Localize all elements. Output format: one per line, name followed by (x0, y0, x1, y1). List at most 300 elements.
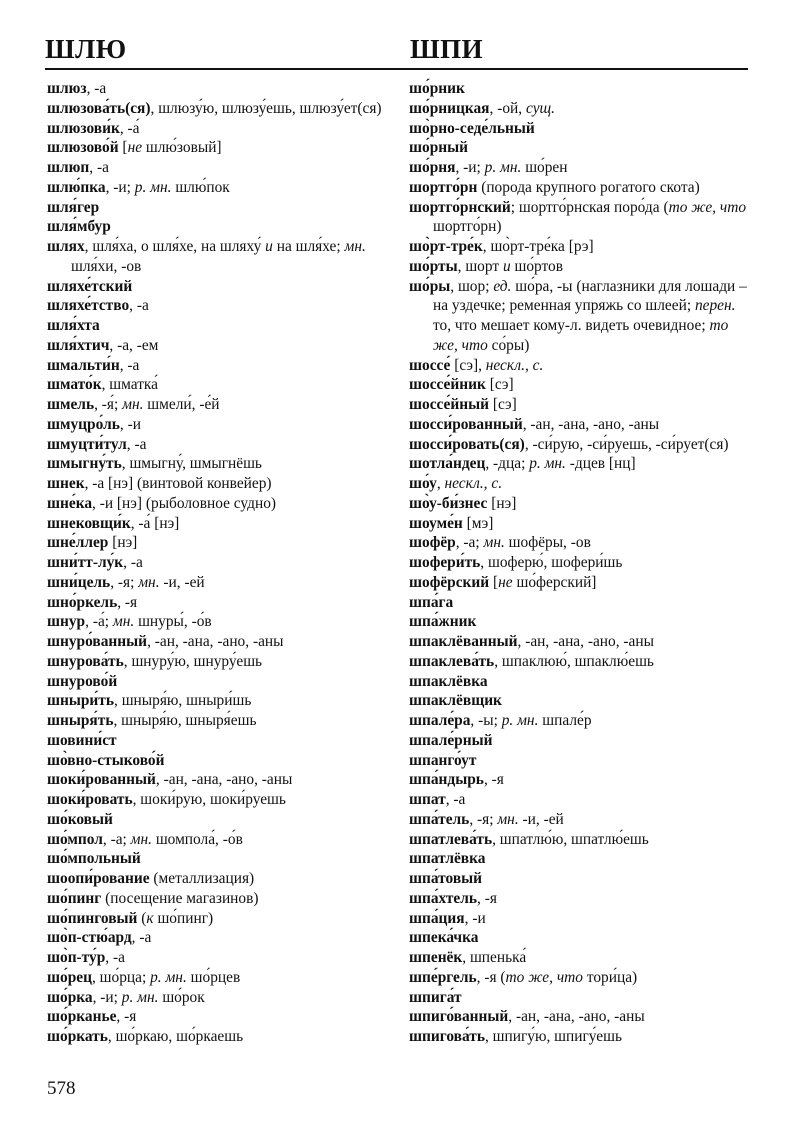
headword: шо́рный (409, 139, 468, 157)
entry-text: [нэ] (108, 534, 138, 552)
headword: шоуме́н (409, 514, 463, 532)
headword: шлюзови́к (47, 119, 120, 137)
headword: шпа́товый (409, 870, 483, 887)
entry-text: на шля́хе; (272, 238, 345, 255)
headword: шни́цель (47, 573, 111, 591)
entry-text: [мэ] (462, 514, 494, 532)
dictionary-entry (409, 632, 754, 652)
dictionary-entry (409, 573, 754, 593)
dictionary-entry (47, 573, 402, 593)
dictionary-entry (409, 277, 754, 356)
dictionary-entry (47, 928, 402, 948)
headword: шпанго́ут (409, 751, 477, 769)
entry-text: , -а [нэ] (винтовой конвейер) (84, 475, 272, 492)
entry-text: , -ан, -ана, -ано, -аны (508, 1008, 645, 1026)
entry-text: (металлизация) (149, 870, 255, 887)
entry-text: шо́ртов (510, 257, 564, 275)
grammar-note: перен. (694, 297, 736, 315)
grammar-note: и (265, 238, 273, 255)
headword: шпат (409, 791, 446, 808)
entry-text: , -а (129, 297, 149, 315)
headword: шоки́рованный (47, 771, 156, 789)
dictionary-entry (409, 237, 754, 257)
entry-text: , -я (477, 889, 497, 907)
headword: шпа́ция (409, 909, 465, 927)
grammar-note: мн. (130, 830, 152, 848)
headword: шпенёк (409, 949, 463, 966)
dictionary-entry (409, 553, 754, 573)
entry-text: , шо́ркаю, шо́ркаешь (107, 1028, 244, 1045)
entry-text: шомпола́, -о́в (151, 830, 243, 848)
dictionary-entry (47, 99, 402, 119)
headword: шо́у (409, 475, 437, 492)
dictionary-entry (409, 494, 754, 514)
entry-text: , -а, -ем (109, 336, 159, 354)
dictionary-entry (409, 375, 754, 395)
headword: шо̀у-би́знес (409, 494, 488, 512)
grammar-note: р. мн. (150, 968, 187, 986)
entry-text: , -а (126, 435, 147, 453)
entry-text: , шмыгну́, шмыгнёшь (121, 455, 262, 473)
entry-text: то, что мешает кому-л. видеть очевидное; (433, 317, 710, 334)
entry-text: , -а́ [нэ] (130, 514, 180, 532)
entry-text: , -и [нэ] (рыболовное судно) (92, 494, 277, 512)
dictionary-entry (47, 119, 402, 139)
headword: шо̀рт-тре́к (409, 238, 483, 255)
entry-text: , -и (119, 415, 141, 433)
grammar-note: мн. (122, 396, 144, 413)
dictionary-entry (409, 928, 754, 948)
dictionary-entry (409, 948, 754, 968)
dictionary-entry (47, 830, 402, 850)
dictionary-entry (409, 79, 754, 99)
headword: шпале́рный (409, 731, 493, 749)
headword: шо̀п-ту́р (47, 949, 106, 966)
dictionary-entry (47, 395, 402, 415)
headword: шпатлёвка (409, 850, 486, 868)
dictionary-entry (409, 356, 754, 376)
dictionary-entry (47, 652, 402, 672)
headword: шля́гер (47, 198, 100, 216)
headword: шо́рницкая (409, 99, 490, 117)
headword: шля́хта (47, 317, 100, 334)
entry-text: , -и; (455, 159, 485, 176)
dictionary-entry (409, 138, 754, 158)
entry-text: шмели́, -е́й (143, 396, 220, 413)
headword: шпа́га (409, 593, 454, 611)
entry-text: , шо̀рт-тре́ка [рэ] (482, 238, 594, 255)
headword: шнековщи́к (47, 514, 131, 532)
dictionary-entry (409, 751, 754, 771)
dictionary-entry (47, 138, 402, 158)
dictionary-entry (47, 553, 402, 573)
dictionary-entry (47, 533, 402, 553)
grammar-note: и (502, 257, 511, 275)
dictionary-entry (409, 691, 754, 711)
dictionary-entry (47, 889, 402, 909)
entry-text: , шнуру́ю, шнуру́ешь (123, 652, 263, 670)
dictionary-entry (47, 375, 402, 395)
headword: шосси́рованный (409, 415, 523, 433)
dictionary-entry (409, 810, 754, 830)
headword: шо́рня (409, 159, 456, 176)
headword: шпаклёвщик (409, 692, 502, 710)
entry-text: , -я (117, 593, 138, 611)
headword: шмель (47, 396, 95, 413)
entry-text: [сэ] (489, 396, 517, 413)
right-column (409, 79, 754, 1047)
entry-text: , -а (123, 554, 143, 571)
dictionary-entry (409, 770, 754, 790)
entry-text: , шпатлю́ю, шпатлю́ешь (492, 830, 649, 848)
dictionary-entry (47, 158, 402, 178)
headword: шо̀вно-стыково́й (47, 751, 165, 769)
entry-text: , -я ( (476, 968, 506, 986)
dictionary-entry (47, 217, 402, 237)
dictionary-entry (47, 454, 402, 474)
entry-text: , -я; (110, 573, 139, 591)
entry-text: тори́ца) (582, 968, 638, 986)
entry-text: шнуры́, -о́в (134, 613, 212, 631)
entry-text: -дцев [нц] (565, 455, 636, 473)
entry-text: шлю́пок (171, 178, 230, 196)
entry-text: , шпигу́ю, шпигу́ешь (484, 1028, 623, 1045)
headword: шовини́ст (47, 731, 117, 749)
dictionary-entry (47, 494, 402, 514)
grammar-note: мн. (112, 613, 135, 631)
header-rule (45, 68, 748, 70)
headword: шпаклёванный (409, 633, 518, 650)
headword: шне́ка (47, 494, 93, 512)
dictionary-entry (47, 909, 402, 929)
entry-text: , -си́рую, -си́руешь, -си́рует(ся) (524, 435, 729, 453)
grammar-note: р. мн. (501, 712, 539, 729)
headword: шо́ры (409, 277, 451, 295)
headword: шля́хтич (47, 336, 110, 354)
dictionary-entry (47, 632, 402, 652)
headword: шоопи́рование (47, 870, 150, 887)
grammar-note: нескл., с. (444, 475, 503, 492)
entry-text: шо́ра, -ы (наглазники для лошади – на уздечке; ременная упряжь со шлеей; (433, 277, 747, 315)
headword: шофёр (409, 534, 456, 552)
headword: шнур (47, 613, 86, 631)
dictionary-entry (409, 790, 754, 810)
headword: шоссе́йник (409, 376, 486, 394)
entry-text: , -я (483, 771, 504, 789)
dictionary-entry (409, 119, 754, 139)
headword: шмыгну́ть (47, 455, 122, 473)
dictionary-entry (47, 731, 402, 751)
dictionary-entry (47, 316, 402, 336)
dictionary-entry (409, 849, 754, 869)
entry-text: , -а́; (85, 613, 113, 631)
entry-text: [сэ], (450, 356, 486, 374)
entry-text: , -ан, -ана, -ано, -аны (147, 633, 284, 650)
headword: шнуро́ванный (47, 633, 148, 650)
entry-text: -и, -ей (518, 810, 564, 828)
dictionary-entry (47, 198, 402, 218)
headword: шпаклева́ть (409, 652, 495, 670)
entry-text: , -и; (105, 178, 135, 196)
entry-text: шо́пинг) (153, 909, 214, 927)
entry-text: , -дца; (485, 455, 530, 473)
dictionary-entry (47, 474, 402, 494)
dictionary-entry (409, 889, 754, 909)
running-head-left: ШЛЮ (45, 34, 127, 64)
entry-text: , -а (105, 949, 125, 966)
dictionary-entry (47, 790, 402, 810)
headword: шни́тт-лу́к (47, 554, 124, 571)
page-number: 578 (47, 1078, 76, 1099)
grammar-note: не (498, 573, 513, 591)
dictionary-entry (409, 395, 754, 415)
headword: шо́ковый (47, 810, 113, 828)
dictionary-entry (47, 968, 402, 988)
headword: шо́рка (47, 988, 93, 1006)
dictionary-entry (409, 99, 754, 119)
headword: шо́мпольный (47, 850, 141, 868)
dictionary-entry (47, 435, 402, 455)
entry-text: шо́ферский] (512, 573, 597, 591)
entry-text: шо́рцев (186, 968, 241, 986)
dictionary-entry (409, 514, 754, 534)
dictionary-entry (409, 415, 754, 435)
dictionary-entry (409, 830, 754, 850)
entry-text: , -а (89, 159, 109, 176)
headword: шортго́рнский (409, 198, 511, 216)
grammar-note: нескл., с. (485, 356, 544, 374)
dictionary-entry (47, 277, 402, 297)
dictionary-entry (47, 336, 402, 356)
entry-text: , -ы; (470, 712, 502, 729)
headword: шляхе́тский (47, 277, 133, 295)
entry-text: , -ан, -ана, -ано, -аны (522, 415, 660, 433)
dictionary-entry (409, 909, 754, 929)
dictionary-entry (409, 533, 754, 553)
dictionary-entry (47, 849, 402, 869)
entry-text: , шоферю́, шофери́шь (480, 554, 623, 571)
entry-text: шля́хи, -ов (71, 257, 142, 275)
entry-text: , шлюзу́ю, шлюзу́ешь, шлюзу́ет(ся) (150, 99, 382, 117)
dictionary-entry (47, 751, 402, 771)
headword: шля́мбур (47, 218, 111, 236)
headword: шпека́чка (409, 929, 479, 947)
dictionary-entry (47, 691, 402, 711)
entry-text: , -а (445, 791, 466, 808)
entry-text: , шо́рца; (91, 968, 151, 986)
dictionary-entry (409, 1027, 754, 1047)
entry-text: , -а; (102, 830, 131, 848)
entry-text: [ (118, 139, 128, 157)
dictionary-entry (409, 198, 754, 238)
grammar-note: мн. (344, 238, 366, 255)
entry-text: [ (489, 573, 499, 591)
dictionary-entry (409, 158, 754, 178)
headword: шныри́ть (47, 692, 115, 710)
headword: шмальти́н (47, 356, 120, 374)
headword: шо́рник (409, 80, 465, 97)
entry-text: шо́рен (521, 159, 568, 176)
dictionary-entry (409, 474, 754, 494)
headword: шляхе́тство (47, 297, 130, 315)
headword: шпале́ра (409, 712, 471, 729)
headword: шоки́ровать (47, 791, 133, 808)
entry-text: , -а (131, 929, 152, 947)
entry-text: , -а (86, 80, 107, 97)
headword: шмуцти́тул (47, 435, 127, 453)
dictionary-entry (47, 178, 402, 198)
headword: шпигова́ть (409, 1028, 485, 1045)
entry-text: , -я́; (94, 396, 123, 413)
dictionary-entry (47, 810, 402, 830)
headword: шлях (47, 238, 85, 255)
grammar-note: р. мн. (484, 159, 522, 176)
headword: шортго́рн (409, 178, 478, 196)
headword: шпа́ндырь (409, 771, 484, 789)
grammar-note: мн. (497, 810, 519, 828)
dictionary-entry (409, 257, 754, 277)
dictionary-entry (47, 988, 402, 1008)
dictionary-entry (47, 1027, 402, 1047)
entry-text: , -я (116, 1008, 137, 1026)
headword: шныря́ть (47, 712, 114, 729)
headword: шо́пинговый (47, 909, 138, 927)
headword: шлюп (47, 159, 90, 176)
dictionary-entry (409, 652, 754, 672)
dictionary-entry (47, 356, 402, 376)
grammar-note: р. мн. (134, 178, 172, 196)
dictionary-entry (47, 593, 402, 613)
headword: шоссе́йный (409, 396, 489, 413)
headword: шпа́хтель (409, 889, 478, 907)
dictionary-entry (409, 968, 754, 988)
dictionary-entry (47, 672, 402, 692)
entry-text: , шныря́ю, шныря́ешь (113, 712, 257, 729)
dictionary-entry (409, 1007, 754, 1027)
headword: шно́ркель (47, 593, 118, 611)
entry-text: шофёры, -ов (504, 534, 591, 552)
entry-text: (посещение магазинов) (101, 889, 259, 907)
running-head-right: ШПИ (410, 34, 484, 64)
dictionary-entry (47, 770, 402, 790)
headword: шо́мпол (47, 830, 103, 848)
entry-text: -и, -ей (159, 573, 205, 591)
entry-text: , -ой, (489, 99, 526, 117)
headword: шнек (47, 475, 85, 492)
grammar-note: р. мн. (529, 455, 566, 473)
entry-text: шпале́р (538, 712, 592, 729)
dictionary-entry (47, 1007, 402, 1027)
entry-text: , -а; (455, 534, 484, 552)
headword: шофёрский (409, 573, 490, 591)
headword: шо́рканье (47, 1008, 117, 1026)
dictionary-entry (409, 435, 754, 455)
grammar-note: то же, что (505, 968, 583, 986)
entry-text: [нэ] (487, 494, 517, 512)
headword: шмато́к (47, 376, 102, 394)
entry-text: , шор; (450, 277, 494, 295)
dictionary-entry (47, 415, 402, 435)
entry-text: шортго́рн) (433, 218, 502, 236)
headword: шмуцро́ль (47, 415, 120, 433)
headword: шпаклёвка (409, 672, 488, 690)
headword: шо́рец (47, 968, 92, 986)
entry-text: шо́рок (158, 988, 205, 1006)
entry-text: , шматка́ (101, 376, 159, 394)
entry-text: [сэ] (485, 376, 514, 394)
entry-text: , шорт (457, 257, 503, 275)
dictionary-entry (409, 178, 754, 198)
dictionary-entry (47, 296, 402, 316)
dictionary-entry (409, 869, 754, 889)
entry-text: , шпенька́ (462, 949, 527, 966)
dictionary-entry (409, 731, 754, 751)
entry-text: , шпаклюю́, шпаклю́ешь (494, 652, 654, 670)
headword: шнурова́ть (47, 652, 124, 670)
headword: шо̀рно-седе́льный (409, 119, 535, 137)
grammar-note: мн. (483, 534, 505, 552)
headword: шне́ллер (47, 534, 109, 552)
headword: шпатлева́ть (409, 830, 493, 848)
grammar-note: мн. (138, 573, 160, 591)
dictionary-entry (409, 612, 754, 632)
headword: шофери́ть (409, 554, 481, 571)
grammar-note: ед. (493, 277, 512, 295)
headword: шлю́пка (47, 178, 106, 196)
dictionary-entry (409, 988, 754, 1008)
entry-text: , шля́ха, о шля́хе, на шляху́ (84, 238, 266, 255)
entry-text: , -ан, -ана, -ано, -аны (155, 771, 293, 789)
entry-text: ; шортго́рнская поро́да ( (510, 198, 669, 216)
dictionary-entry (47, 237, 402, 277)
entry-text: , (436, 475, 445, 492)
entry-text: , -ан, -ана, -ано, -аны (517, 633, 654, 650)
entry-text: ( (137, 909, 147, 927)
left-column (47, 79, 402, 1047)
entry-text: , шоки́рую, шоки́руешь (132, 791, 286, 808)
entry-text: , -а (119, 356, 140, 374)
dictionary-entry (409, 593, 754, 613)
headword: шоссе́ (409, 356, 451, 374)
grammar-note: к (146, 909, 154, 927)
headword: шнурово́й (47, 672, 118, 690)
headword: шосси́ровать(ся) (409, 435, 525, 453)
entry-text: , -и (464, 909, 486, 927)
dictionary-entry (47, 514, 402, 534)
entry-text: , -я; (469, 810, 498, 828)
entry-text: шлю́зовый] (142, 139, 222, 157)
entry-text: (порода крупного рогатого скота) (477, 178, 700, 196)
dictionary-entry (47, 869, 402, 889)
headword: шо́рты (409, 257, 458, 275)
dictionary-entry (47, 711, 402, 731)
entry-text: со́ры) (487, 336, 530, 354)
dictionary-entry (47, 79, 402, 99)
headword: шпе́ргель (409, 968, 477, 986)
entry-text: , шныря́ю, шныри́шь (114, 692, 252, 710)
headword: шлюз (47, 80, 87, 97)
headword: шо́пинг (47, 889, 102, 907)
grammar-note: сущ. (525, 99, 555, 117)
dictionary-entry (409, 454, 754, 474)
headword: шо̀п-стю́ард (47, 929, 132, 947)
grammar-note: не (127, 139, 143, 157)
headword: шотла́ндец (409, 455, 486, 473)
dictionary-entry (47, 612, 402, 632)
headword: шпа́тель (409, 810, 470, 828)
dictionary-entry (47, 948, 402, 968)
headword: шо́ркать (47, 1028, 108, 1045)
